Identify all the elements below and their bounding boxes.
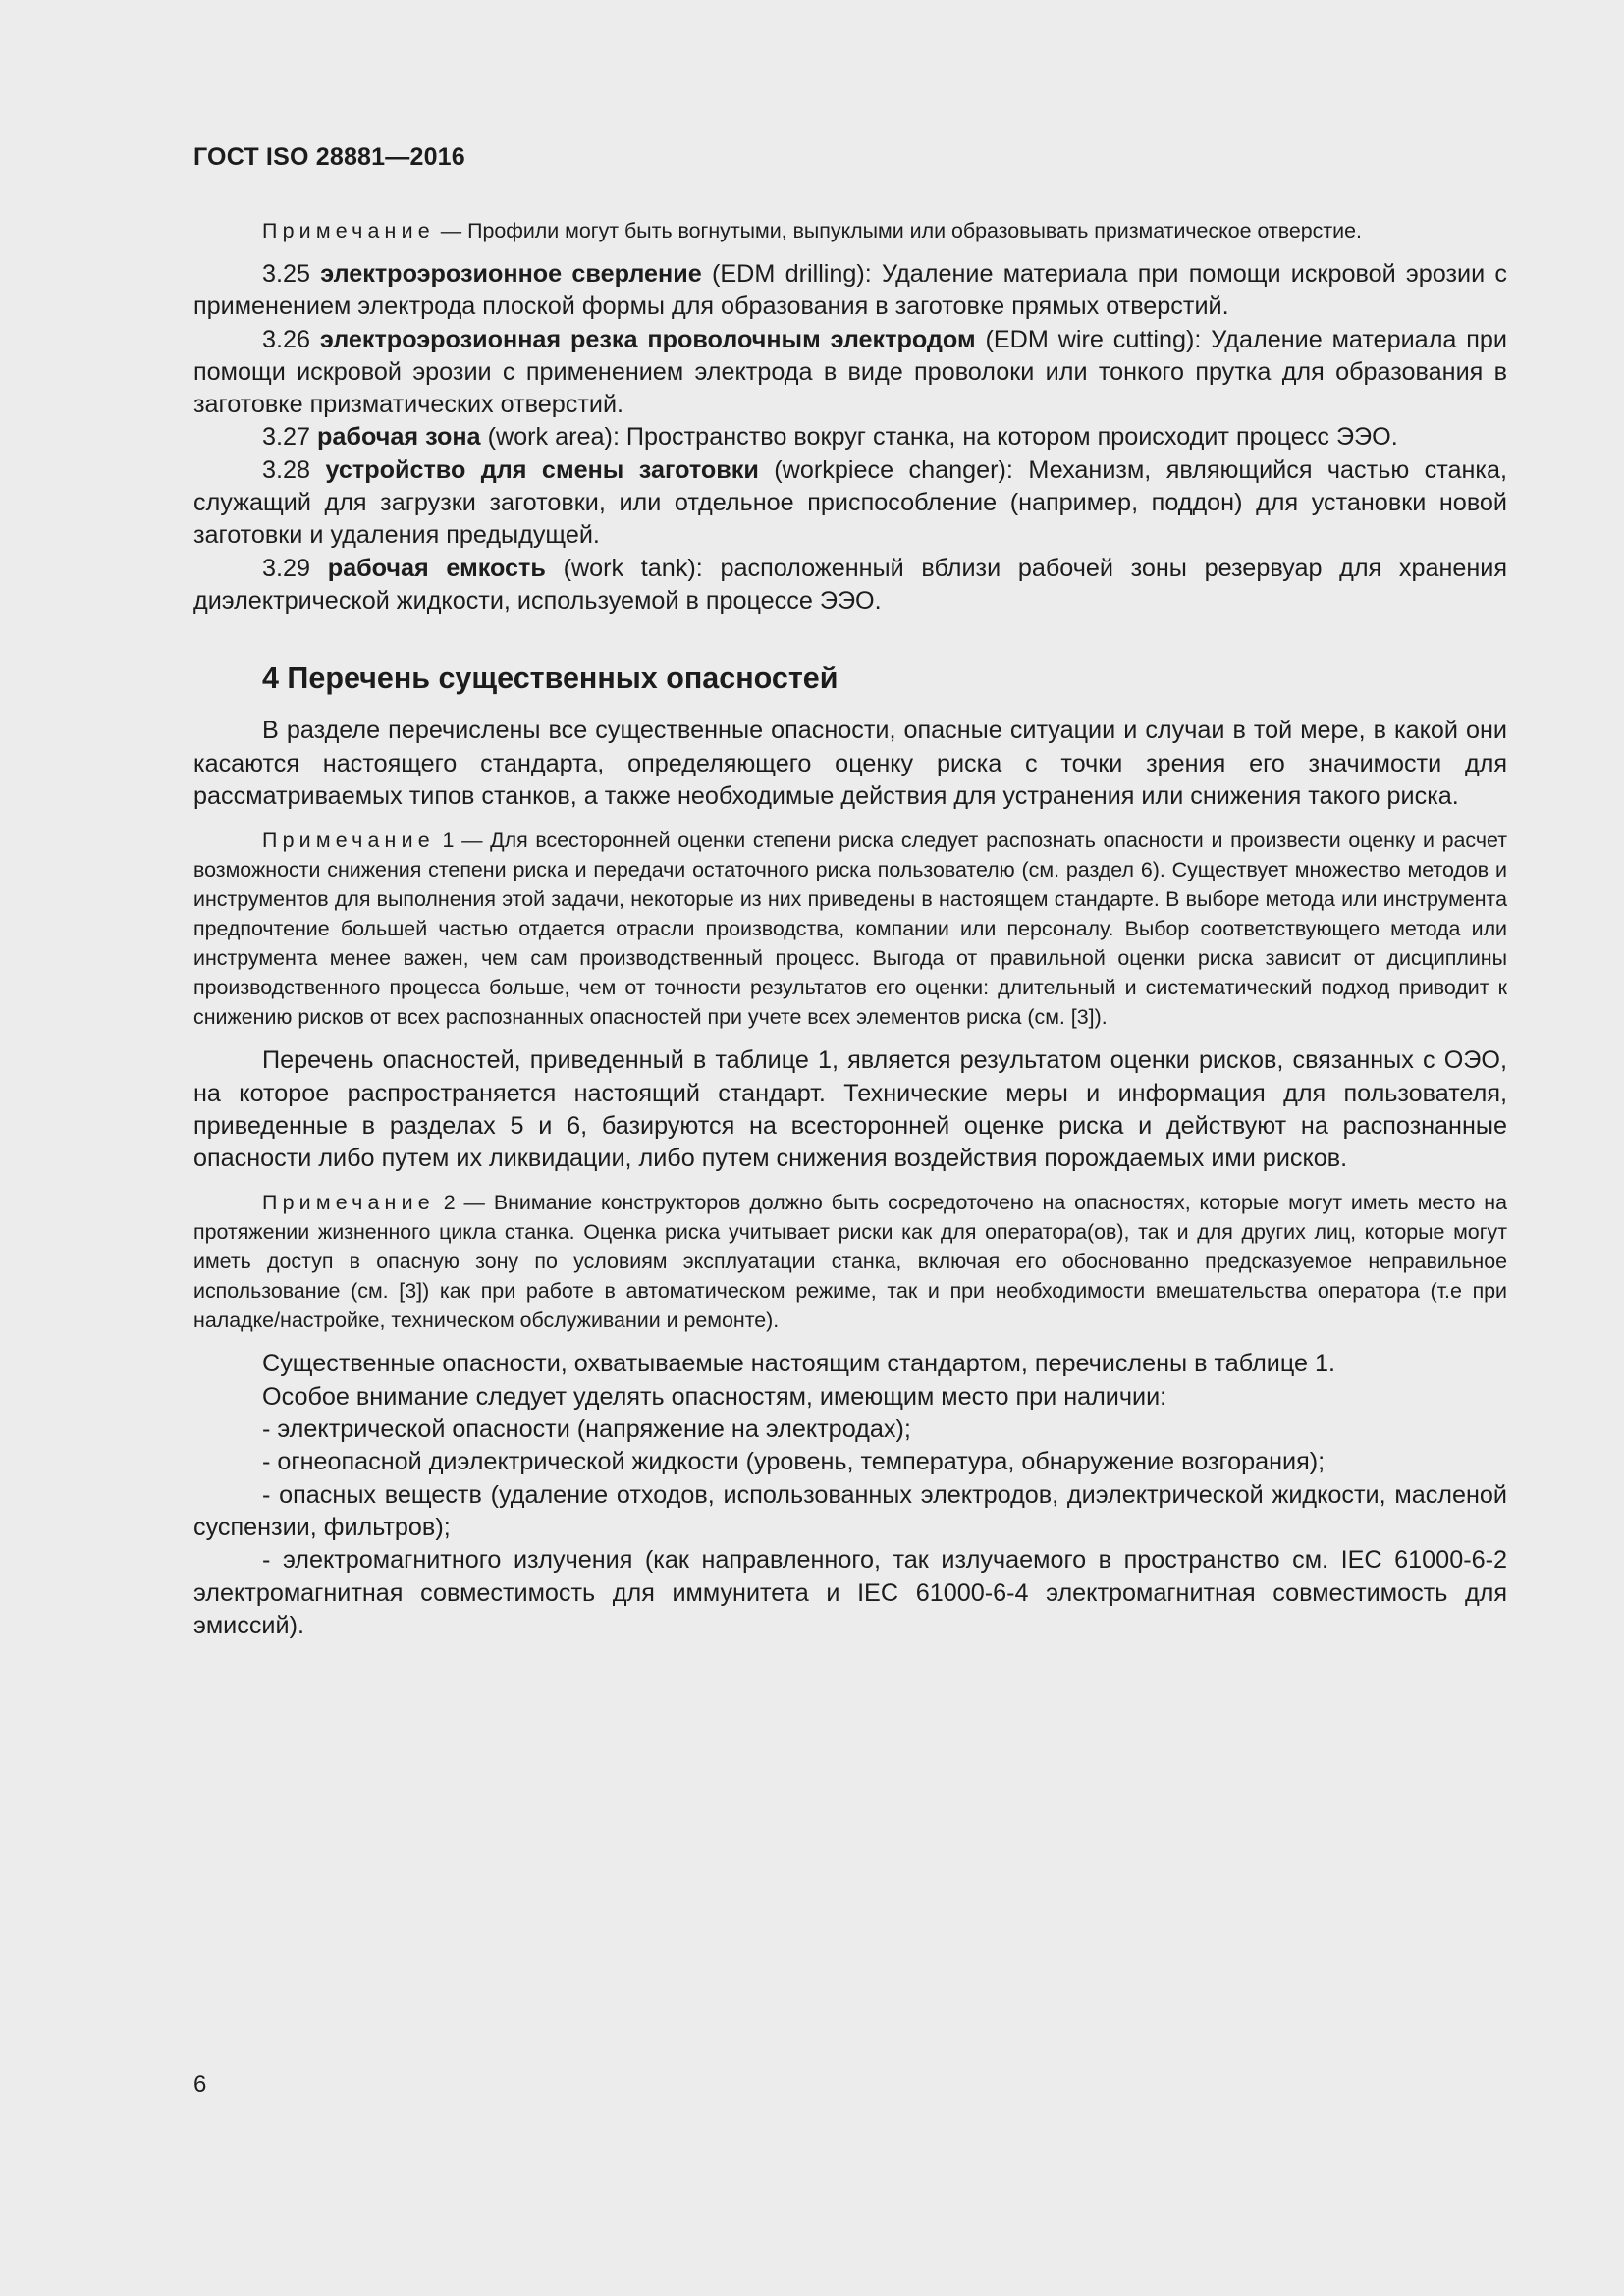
term-3-26 [193, 324, 1507, 422]
list-item: - электрической опасности (напряжение на электродах); [262, 1415, 911, 1444]
note-label: Примечание [262, 828, 435, 853]
note-text: 1 — Для всесторонней оценки степени риска следует распознать опасности и произвести оценку и расчет возможности снижения степени риска и передачи остаточного риска пользователю (см. раздел 6). Существует множество методов и инструментов для выполнения этой задачи, некоторые из них приведены в настоящем стандарте. В выборе метода или инструмента предпочтение большей частью отдается отрасли производства, компании или персоналу. Выбор соответствующего метода или инструмента менее важен, чем сам производственный процесс. Выгода от правильной оценки риска зависит от дисциплины производственного процесса больше, чем от точности результатов его оценки: длительный и систематический подход приводит к снижению рисков от всех распознанных опасностей при учете всех элементов риска (см. [3]). [193, 828, 1507, 1030]
term-definition: (EDM wire cutting): Удаление материала при помощи искровой эрозии с применением электрода в виде проволоки или тонкого прутка для образования в заготовке призматических отверстий. [193, 325, 1507, 419]
term-number: 3.29 [262, 554, 328, 582]
document-page [193, 145, 1507, 1642]
note-text: 2 — Внимание конструкторов должно быть сосредоточено на опасностях, которые могут иметь место на протяжении жизненного цикла станка. Оценка риска учитывает риски как для оператора(ов), так и для других лиц, которые могут иметь доступ в опасную зону по условиям эксплуатации станка, включая его обоснованно предсказуемое неправильное использование (см. [3]) как при работе в автоматическом режиме, так и при необходимости вмешательства оператора (т.е при наладке/настройке, техническом обслуживании и ремонте). [193, 1191, 1507, 1333]
term-number: 3.25 [262, 260, 321, 288]
term-3-27 [193, 421, 1507, 454]
list-item: - огнеопасной диэлектрической жидкости (уровень, температура, обнаружение возгорания); [262, 1448, 1326, 1476]
term-3-25 [193, 258, 1507, 324]
term-name: устройство для смены заготовки [325, 455, 759, 484]
standard-designation: ГОСТ ISO 28881—2016 [193, 143, 465, 171]
significant-hazards-paragraph: Существенные опасности, охватываемые настоящим стандартом, перечислены в таблице 1. [262, 1350, 1336, 1378]
term-name: электроэрозионная резка проволочным электродом [319, 325, 976, 353]
section-4-heading: 4 Перечень существенных опасностей [262, 662, 839, 696]
special-attention-paragraph: Особое внимание следует уделять опасностям, имеющим место при наличии: [262, 1382, 1167, 1411]
note-2 [193, 1188, 1507, 1335]
hazard-list-paragraph: Перечень опасностей, приведенный в таблице 1, является результатом оценки рисков, связанных с ОЭО, на которое распространяется настоящий стандарт. Технические меры и информация для пользователя, приведенные в разделах 5 и 6, базируются на всесторонней оценке риска и действуют на распознанные опасности либо путем их ликвидации, либо путем снижения воздействия порождаемых ими рисков. [193, 1046, 1507, 1173]
term-number: 3.28 [262, 455, 326, 484]
term-definition: (EDM drilling): Удаление материала при помощи искровой эрозии с применением электрода плоской формы для образования в заготовке прямых отверстий. [193, 260, 1508, 321]
page-number: 6 [193, 2071, 207, 2098]
note-text: — Профили могут быть вогнутыми, выпуклыми или образовывать призматическое отверстие. [434, 219, 1362, 242]
section-4-intro: В разделе перечислены все существенные опасности, опасные ситуации и случаи в той мере, в какой они касаются настоящего стандарта, определяющего оценку риска с точки зрения его значимости для рассматриваемых типов станков, а также необходимые действия для устранения или снижения такого риска. [193, 717, 1507, 810]
term-number: 3.26 [262, 325, 320, 353]
term-number: 3.27 [262, 423, 318, 452]
term-definition: (work area): Пространство вокруг станка, на котором происходит процесс ЭЭО. [480, 423, 1398, 452]
note-label: Примечание [262, 1191, 435, 1215]
term-3-28 [193, 454, 1507, 553]
term-name: электроэрозионное сверление [320, 260, 702, 288]
term-3-29 [193, 553, 1507, 618]
note-profiles [193, 216, 1507, 245]
term-definition: (work tank): расположенный вблизи рабочей зоны резервуар для хранения диэлектрической жидкости, используемой в процессе ЭЭО. [193, 554, 1507, 614]
list-item: - электромагнитного излучения (как направленного, так излучаемого в пространство см. IEC 61000-6-2 электромагнитная совместимость для иммунитета и IEC 61000-6-4 электромагнитная совместимость для эмиссий). [193, 1546, 1507, 1639]
term-definition: (workpiece changer): Механизм, являющийся частью станка, служащий для загрузки заготовки, или отдельное приспособление (например, поддон) для установки новой заготовки и удаления предыдущей. [193, 455, 1507, 550]
list-item: - опасных веществ (удаление отходов, использованных электродов, диэлектрической жидкости, масленой суспензии, фильтров); [193, 1480, 1507, 1541]
term-name: рабочая зона [317, 423, 481, 452]
note-1 [193, 826, 1507, 1032]
note-label: Примечание [262, 219, 435, 242]
term-name: рабочая емкость [327, 554, 546, 582]
